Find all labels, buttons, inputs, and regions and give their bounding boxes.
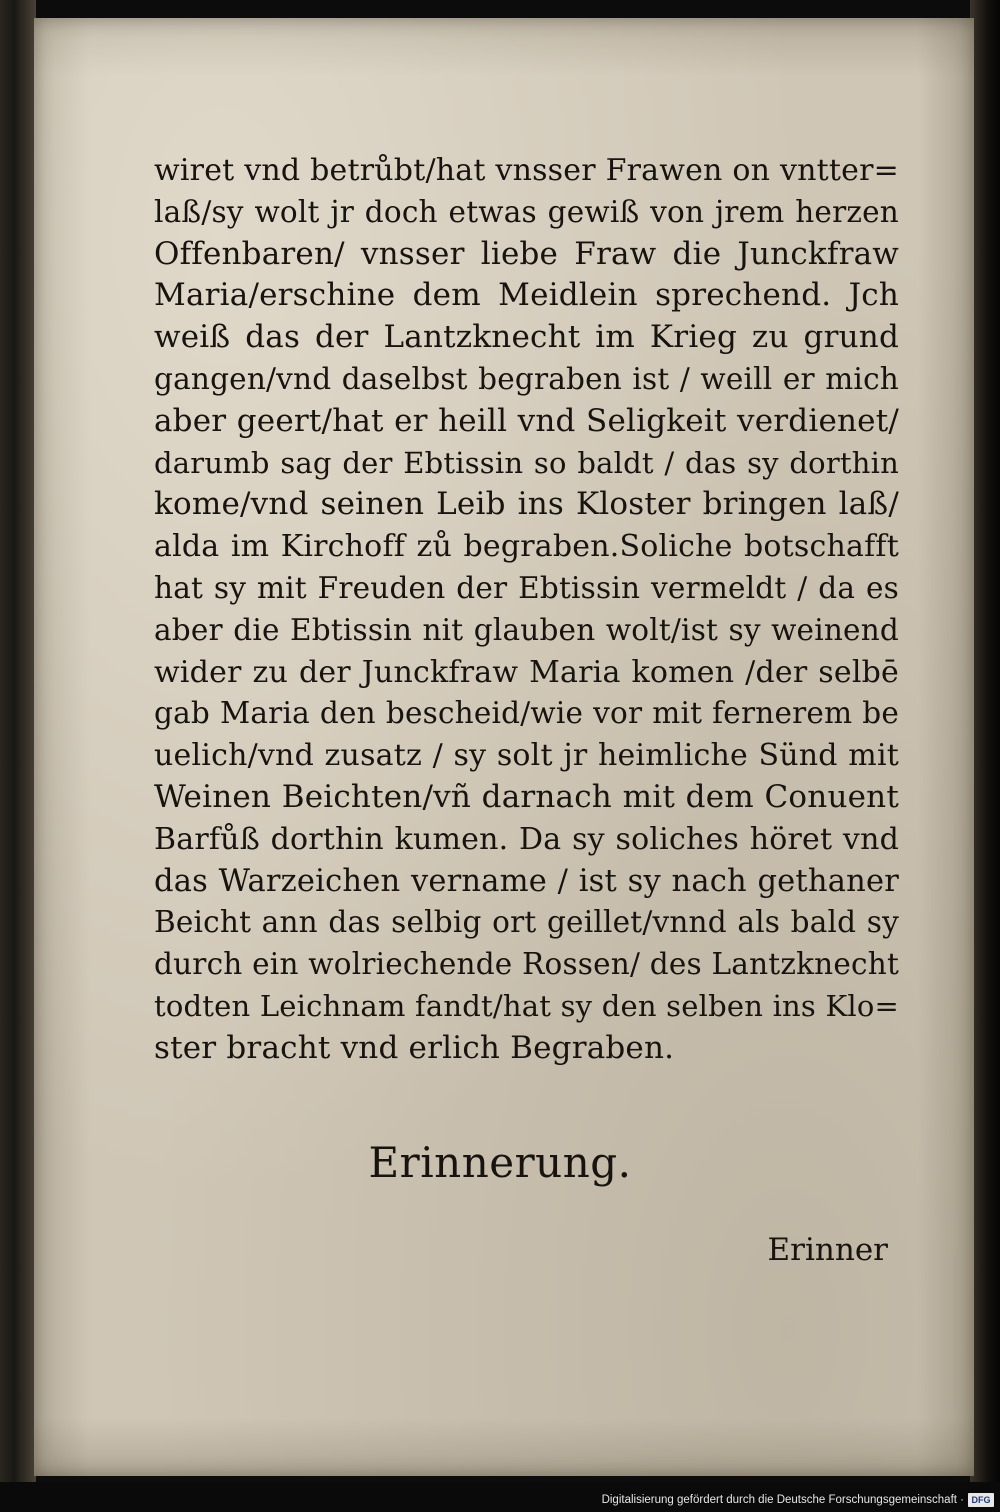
text-line: das Warzeichen vername / ist sy nach gethaner	[154, 863, 899, 899]
text-line: alda im Kirchoff zů begraben.Soliche botschafft	[154, 529, 899, 565]
text-line: darumb sag der Ebtissin so baldt / das sy dorthin	[154, 445, 899, 480]
text-line: uelich/vnd zusatz / sy solt jr heimliche Sünd mit	[154, 738, 899, 774]
text-line: Weinen Beichten/vñ darnach mit dem Conuent	[154, 778, 899, 815]
catchword: Erinner	[767, 1232, 888, 1268]
text-line: aber die Ebtissin nit glauben wolt/ist sy weinend	[154, 612, 899, 647]
text-line: gab Maria den bescheid/wie vor mit fernerem be	[154, 696, 899, 731]
text-line: Offenbaren/ vnsser liebe Fraw die Junckfraw	[154, 235, 899, 272]
text-line: hat sy mit Freuden der Ebtissin vermeldt / da es	[154, 570, 899, 605]
binding-edge-left	[0, 0, 36, 1512]
dfg-logo-icon: DFG	[968, 1493, 994, 1507]
body-text	[154, 150, 899, 1070]
text-line: kome/vnd seinen Leib ins Kloster bringen laß/	[154, 486, 899, 523]
text-line: wider zu der Junckfraw Maria komen /der selbē	[154, 654, 899, 690]
text-line: weiß das der Lantzknecht im Krieg zu grund	[154, 319, 899, 356]
text-line: aber geert/hat er heill vnd Seligkeit verdienet/	[154, 402, 899, 439]
section-heading: Erinnerung.	[368, 1138, 632, 1187]
text-line: Beicht ann das selbig ort geillet/vnnd als bald sy	[154, 905, 899, 940]
text-line: Maria/erschine dem Meidlein sprechend. Jch	[154, 277, 899, 314]
text-line: durch ein wolriechende Rossen/ des Lantzknecht	[154, 947, 899, 982]
text-line: wiret vnd betrůbt/hat vnsser Frawen on vntter=	[154, 153, 899, 188]
funding-credit: Digitalisierung gefördert durch die Deutsche Forschungsgemeinschaft ·	[601, 1494, 964, 1506]
text-line: gangen/vnd daselbst begraben ist / weill er mich	[154, 361, 899, 396]
binding-edge-right	[970, 0, 1000, 1512]
footer-bar	[0, 1482, 1000, 1512]
text-line: ster bracht vnd erlich Begraben.	[154, 1029, 675, 1066]
text-line: Barfůß dorthin kumen. Da sy soliches höret vnd	[154, 821, 899, 857]
text-line: laß/sy wolt jr doch etwas gewiß von jrem herzen	[154, 194, 899, 229]
text-line: todten Leichnam fandt/hat sy den selben ins Klo=	[154, 988, 899, 1023]
